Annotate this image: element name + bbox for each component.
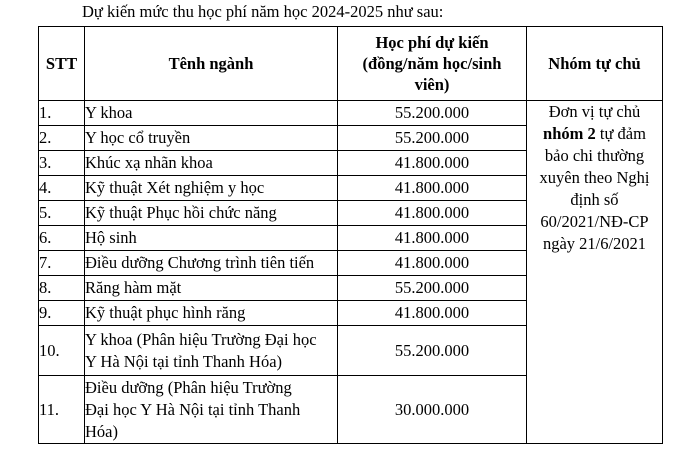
autonomy-group-cell bbox=[527, 101, 663, 444]
row-stt: 3. bbox=[39, 151, 85, 176]
row-fee: 55.200.000 bbox=[338, 276, 527, 301]
row-stt: 1. bbox=[39, 101, 85, 126]
group-bold-text: nhóm 2 bbox=[543, 124, 596, 143]
group-text: định số bbox=[570, 190, 619, 209]
group-text: ngày 21/6/2021 bbox=[542, 234, 647, 253]
table-header-row bbox=[39, 27, 663, 101]
row-major-name: Hộ sinh bbox=[85, 226, 338, 251]
row-stt: 11. bbox=[39, 376, 85, 444]
row-fee: 41.800.000 bbox=[338, 251, 527, 276]
header-fee bbox=[338, 27, 527, 101]
row-fee: 41.800.000 bbox=[338, 176, 527, 201]
row-major-name-line: Y Hà Nội tại tỉnh Thanh Hóa) bbox=[85, 351, 283, 371]
row-major-name bbox=[85, 376, 338, 444]
row-major-name: Kỹ thuật phục hình răng bbox=[85, 301, 338, 326]
row-stt: 6. bbox=[39, 226, 85, 251]
table-row bbox=[39, 101, 663, 126]
row-major-name: Y khoa bbox=[85, 101, 338, 126]
row-major-name: Điều dưỡng Chương trình tiên tiến bbox=[85, 251, 338, 276]
header-fee-line: (đồng/năm học/sinh bbox=[362, 54, 502, 73]
row-stt: 7. bbox=[39, 251, 85, 276]
row-major-name: Y học cổ truyền bbox=[85, 126, 338, 151]
row-major-name: Khúc xạ nhãn khoa bbox=[85, 151, 338, 176]
tuition-fee-table bbox=[38, 26, 663, 444]
row-stt: 5. bbox=[39, 201, 85, 226]
row-stt: 4. bbox=[39, 176, 85, 201]
group-text: Đơn vị tự chủ bbox=[548, 102, 641, 121]
row-stt: 10. bbox=[39, 326, 85, 376]
group-text: bảo chi thường bbox=[544, 146, 645, 165]
row-major-name-line: Điều dưỡng (Phân hiệu Trường bbox=[85, 377, 292, 397]
row-major-name bbox=[85, 326, 338, 376]
row-stt: 2. bbox=[39, 126, 85, 151]
row-fee: 55.200.000 bbox=[338, 126, 527, 151]
row-fee: 41.800.000 bbox=[338, 301, 527, 326]
row-fee: 41.800.000 bbox=[338, 151, 527, 176]
row-fee: 30.000.000 bbox=[338, 376, 527, 444]
header-group: Nhóm tự chủ bbox=[527, 27, 663, 101]
row-fee: 41.800.000 bbox=[338, 201, 527, 226]
group-text: xuyên theo Nghị bbox=[539, 168, 650, 187]
row-fee: 55.200.000 bbox=[338, 326, 527, 376]
header-fee-line: Học phí dự kiến bbox=[375, 33, 489, 52]
group-text: 60/2021/NĐ-CP bbox=[540, 212, 649, 231]
row-stt: 8. bbox=[39, 276, 85, 301]
row-major-name: Kỹ thuật Phục hồi chức năng bbox=[85, 201, 338, 226]
intro-text: Dự kiến mức thu học phí năm học 2024-2025 như sau: bbox=[82, 2, 444, 21]
row-fee: 55.200.000 bbox=[338, 101, 527, 126]
row-major-name: Răng hàm mặt bbox=[85, 276, 338, 301]
row-major-name: Kỹ thuật Xét nghiệm y học bbox=[85, 176, 338, 201]
row-fee: 41.800.000 bbox=[338, 226, 527, 251]
header-fee-line: viên) bbox=[414, 75, 450, 94]
group-text: tự đảm bbox=[595, 124, 646, 143]
header-stt: STT bbox=[39, 27, 85, 101]
header-name: Tênh ngành bbox=[85, 27, 338, 101]
row-major-name-line: Hóa) bbox=[85, 421, 118, 441]
row-major-name-line: Đại học Y Hà Nội tại tỉnh Thanh bbox=[85, 399, 301, 419]
row-major-name-line: Y khoa (Phân hiệu Trường Đại học bbox=[85, 329, 317, 349]
row-stt: 9. bbox=[39, 301, 85, 326]
